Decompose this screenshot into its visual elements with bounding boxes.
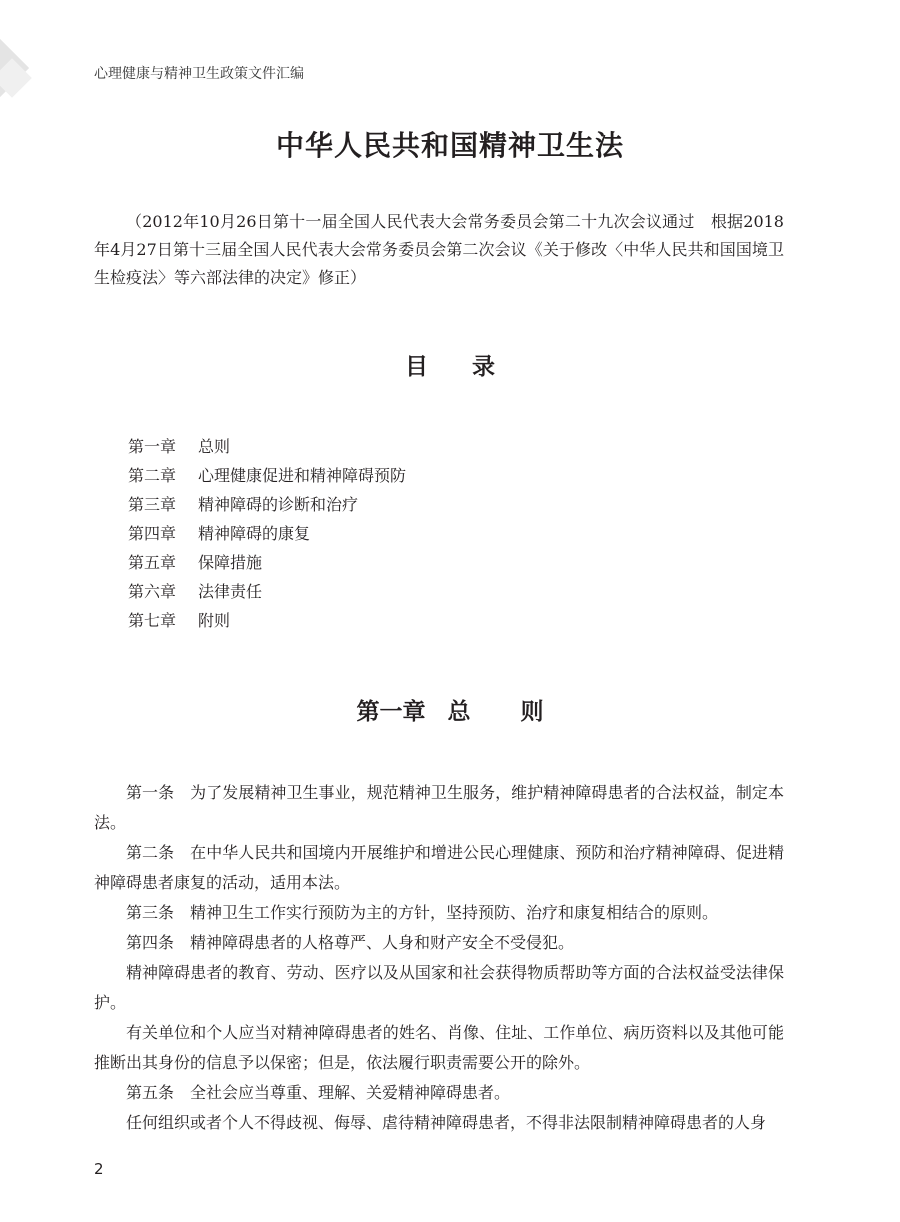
chapter-heading bbox=[0, 693, 900, 726]
article-paragraph bbox=[94, 1078, 784, 1108]
article-text: 精神障碍患者的教育、劳动、医疗以及从国家和社会获得物质帮助等方面的合法权益受法律保护。 bbox=[94, 963, 784, 1012]
toc-chapter-number: 第二章 bbox=[128, 466, 177, 485]
toc-item bbox=[128, 577, 406, 606]
toc-chapter-title: 精神障碍的康复 bbox=[198, 524, 311, 543]
article-paragraph bbox=[94, 958, 784, 1018]
toc-chapter-number: 第四章 bbox=[128, 524, 177, 543]
article-paragraph bbox=[94, 838, 784, 898]
toc-item bbox=[128, 490, 406, 519]
toc-chapter-number: 第六章 bbox=[128, 582, 177, 601]
article-text: 在中华人民共和国境内开展维护和增进公民心理健康、预防和治疗精神障碍、促进精神障碍患者康复的活动，适用本法。 bbox=[94, 843, 784, 892]
toc-item bbox=[128, 461, 406, 490]
article-text: 精神障碍患者的人格尊严、人身和财产安全不受侵犯。 bbox=[190, 933, 575, 952]
article-text: 任何组织或者个人不得歧视、侮辱、虐待精神障碍患者，不得非法限制精神障碍患者的人身 bbox=[126, 1113, 767, 1132]
article-paragraph bbox=[94, 1018, 784, 1078]
toc-chapter-title: 心理健康促进和精神障碍预防 bbox=[198, 466, 407, 485]
toc-heading bbox=[0, 348, 900, 381]
running-header: 心理健康与精神卫生政策文件汇编 bbox=[94, 66, 304, 82]
chapter-title-char: 总 bbox=[447, 699, 471, 725]
toc-item bbox=[128, 432, 406, 461]
article-number: 第三条 bbox=[126, 903, 175, 922]
toc-chapter-title: 附则 bbox=[198, 611, 231, 630]
article-text: 精神卫生工作实行预防为主的方针，坚持预防、治疗和康复相结合的原则。 bbox=[190, 903, 719, 922]
toc-item bbox=[128, 519, 406, 548]
article-paragraph bbox=[94, 928, 784, 958]
toc-heading-char: 目 bbox=[405, 354, 428, 380]
article-text: 有关单位和个人应当对精神障碍患者的姓名、肖像、住址、工作单位、病历资料以及其他可能推断出其身份的信息予以保密；但是，依法履行职责需要公开的除外。 bbox=[94, 1023, 784, 1072]
page-number: 2 bbox=[94, 1160, 104, 1178]
body-text bbox=[94, 778, 784, 1138]
article-paragraph bbox=[94, 778, 784, 838]
chapter-title-char: 则 bbox=[520, 699, 544, 725]
toc-chapter-title: 总则 bbox=[198, 437, 231, 456]
article-paragraph bbox=[94, 898, 784, 928]
toc-chapter-title: 法律责任 bbox=[198, 582, 263, 601]
corner-decoration bbox=[0, 38, 42, 118]
toc-chapter-number: 第一章 bbox=[128, 437, 177, 456]
article-number: 第一条 bbox=[126, 783, 175, 802]
article-text: 全社会应当尊重、理解、关爱精神障碍患者。 bbox=[190, 1083, 511, 1102]
toc-item bbox=[128, 606, 406, 635]
toc-chapter-number: 第七章 bbox=[128, 611, 177, 630]
preamble: （2012年10月26日第十一届全国人民代表大会常务委员会第二十九次会议通过 根据2018年4月27日第十三届全国人民代表大会常务委员会第二次会议《关于修改〈中华人民共和国国境卫生检疫法〉等六部法律的决定》修正） bbox=[94, 212, 784, 287]
article-paragraph bbox=[94, 1108, 784, 1138]
chapter-number: 第一章 bbox=[356, 699, 426, 725]
article-number: 第四条 bbox=[126, 933, 175, 952]
toc-heading-char: 录 bbox=[472, 354, 495, 380]
article-text: 为了发展精神卫生事业，规范精神卫生服务，维护精神障碍患者的合法权益，制定本法。 bbox=[94, 783, 784, 832]
article-number: 第二条 bbox=[126, 843, 175, 862]
toc-chapter-title: 精神障碍的诊断和治疗 bbox=[198, 495, 359, 514]
document-title: 中华人民共和国精神卫生法 bbox=[275, 129, 624, 162]
article-number: 第五条 bbox=[126, 1083, 175, 1102]
table-of-contents bbox=[128, 432, 406, 635]
toc-chapter-number: 第五章 bbox=[128, 553, 177, 572]
toc-item bbox=[128, 548, 406, 577]
toc-chapter-title: 保障措施 bbox=[198, 553, 263, 572]
toc-chapter-number: 第三章 bbox=[128, 495, 177, 514]
